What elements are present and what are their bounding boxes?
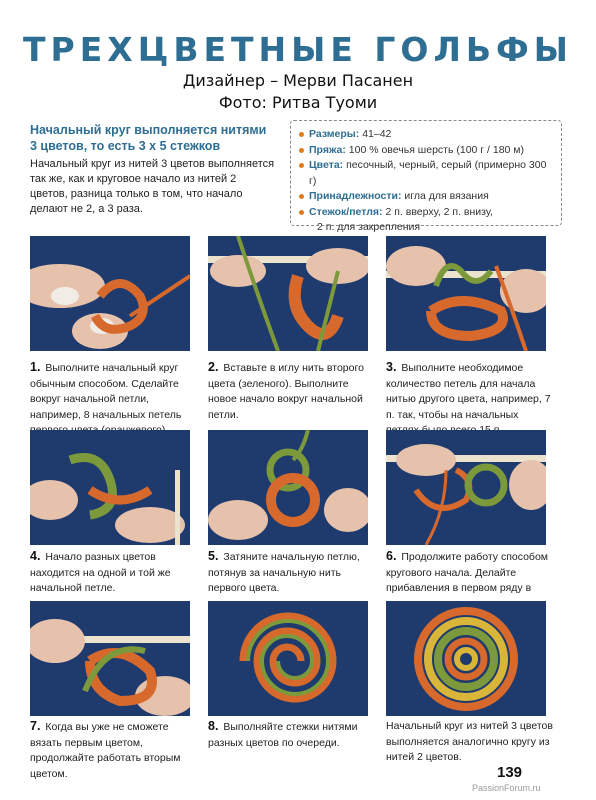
step-number: 7.: [30, 719, 41, 733]
step-number: 8.: [208, 719, 219, 733]
photo-credit: Фото: Ритва Туоми: [218, 93, 378, 112]
spec-row: [299, 127, 553, 143]
spec-row: [299, 158, 553, 189]
step-6-photo: [386, 430, 546, 545]
spec-label: Стежок/петля:: [309, 205, 383, 218]
step-text: Начало разных цветов находится на одной и той же начальной петле.: [30, 551, 171, 594]
step-4-photo: [30, 430, 190, 545]
step-number: 2.: [208, 360, 219, 374]
step-text: Выполняйте стежки нитями разных цветов по очереди.: [208, 721, 358, 749]
spec-continuation: 2 п. для закрепления: [317, 221, 421, 233]
step-2-photo: [208, 236, 368, 351]
specs-box: [290, 120, 562, 233]
step-7-photo: [30, 601, 190, 716]
step-text: Когда вы уже не сможете вязать первым цветом, продолжайте работать вторым цветом.: [30, 721, 181, 780]
step-3-caption: [386, 360, 554, 439]
step-text: Вставьте в иглу нить второго цвета (зеленого). Выполните новое начало вокруг начальной петли.: [208, 362, 364, 421]
step-text: Затяните начальную петлю, потянув за начальную нить первого цвета.: [208, 551, 360, 594]
spec-label: Принадлежности:: [309, 190, 402, 202]
spec-value: песочный, черный, серый (примерно 300 г): [309, 159, 547, 187]
step-number: 3.: [386, 360, 397, 374]
step-2-caption: [208, 360, 376, 423]
step-8-photo: [208, 601, 368, 716]
step-5-caption: [208, 549, 376, 597]
spec-label: Пряжа:: [309, 143, 346, 156]
spec-row: [299, 189, 553, 205]
intro-heading: Начальный круг выполняется нитями 3 цветов, то есть 3 х 5 стежков: [30, 123, 267, 153]
step-text: Выполните необходимое количество петель для начала нитью другого цвета, например, 7 п. так, чтобы на начальных: [386, 362, 551, 421]
spec-label: Цвета:: [309, 159, 344, 171]
page-number: 139: [497, 764, 523, 781]
spec-value: 100 % овечья шерсть (100 г / 180 м): [348, 143, 525, 156]
spec-value: игла для вязания: [404, 190, 489, 202]
watermark: PassionForum.ru: [472, 783, 541, 793]
step-1-caption: [30, 360, 198, 439]
step-number: 1.: [30, 360, 41, 374]
step-number: 6.: [386, 549, 397, 563]
step-5-photo: [208, 430, 368, 545]
step-text: Продолжите работу способом кругового начала. Делайте прибавления в первом ряду в: [386, 551, 549, 594]
step-3-photo: [386, 236, 546, 351]
step-8-caption: [208, 719, 376, 751]
step-text: Выполните начальный круг обычным способом. Сделайте вокруг начальной петли, например, 8 начальных петель: [30, 362, 182, 421]
step-number: 4.: [30, 549, 41, 563]
step-4-caption: [30, 549, 198, 597]
step-1-photo: [30, 236, 190, 351]
page-title: ТРЕХЦВЕТНЫЕ ГОЛЬФЫ: [23, 30, 573, 69]
final-circle-photo: [386, 601, 546, 716]
spec-label: Размеры:: [309, 128, 360, 140]
spec-value: 2 п. вверху, 2 п. внизу,: [385, 205, 493, 218]
spec-value: 41–42: [362, 128, 392, 140]
spec-row: [299, 143, 553, 159]
step-7-caption: [30, 719, 198, 782]
spec-row: [299, 205, 553, 221]
step-text: Начальный круг из нитей 3 цветов выполняется аналогично кругу из нитей 2 цветов.: [386, 720, 553, 763]
final-caption: [386, 719, 554, 766]
designer-credit: Дизайнер – Мерви Пасанен: [182, 71, 414, 90]
intro-text: Начальный круг из нитей 3 цветов выполняется так же, как и круговое начало из нитей 2 цветов, разница только в том, что начало делают не 2, а 3 раза.: [30, 158, 275, 215]
step-number: 5.: [208, 549, 219, 563]
